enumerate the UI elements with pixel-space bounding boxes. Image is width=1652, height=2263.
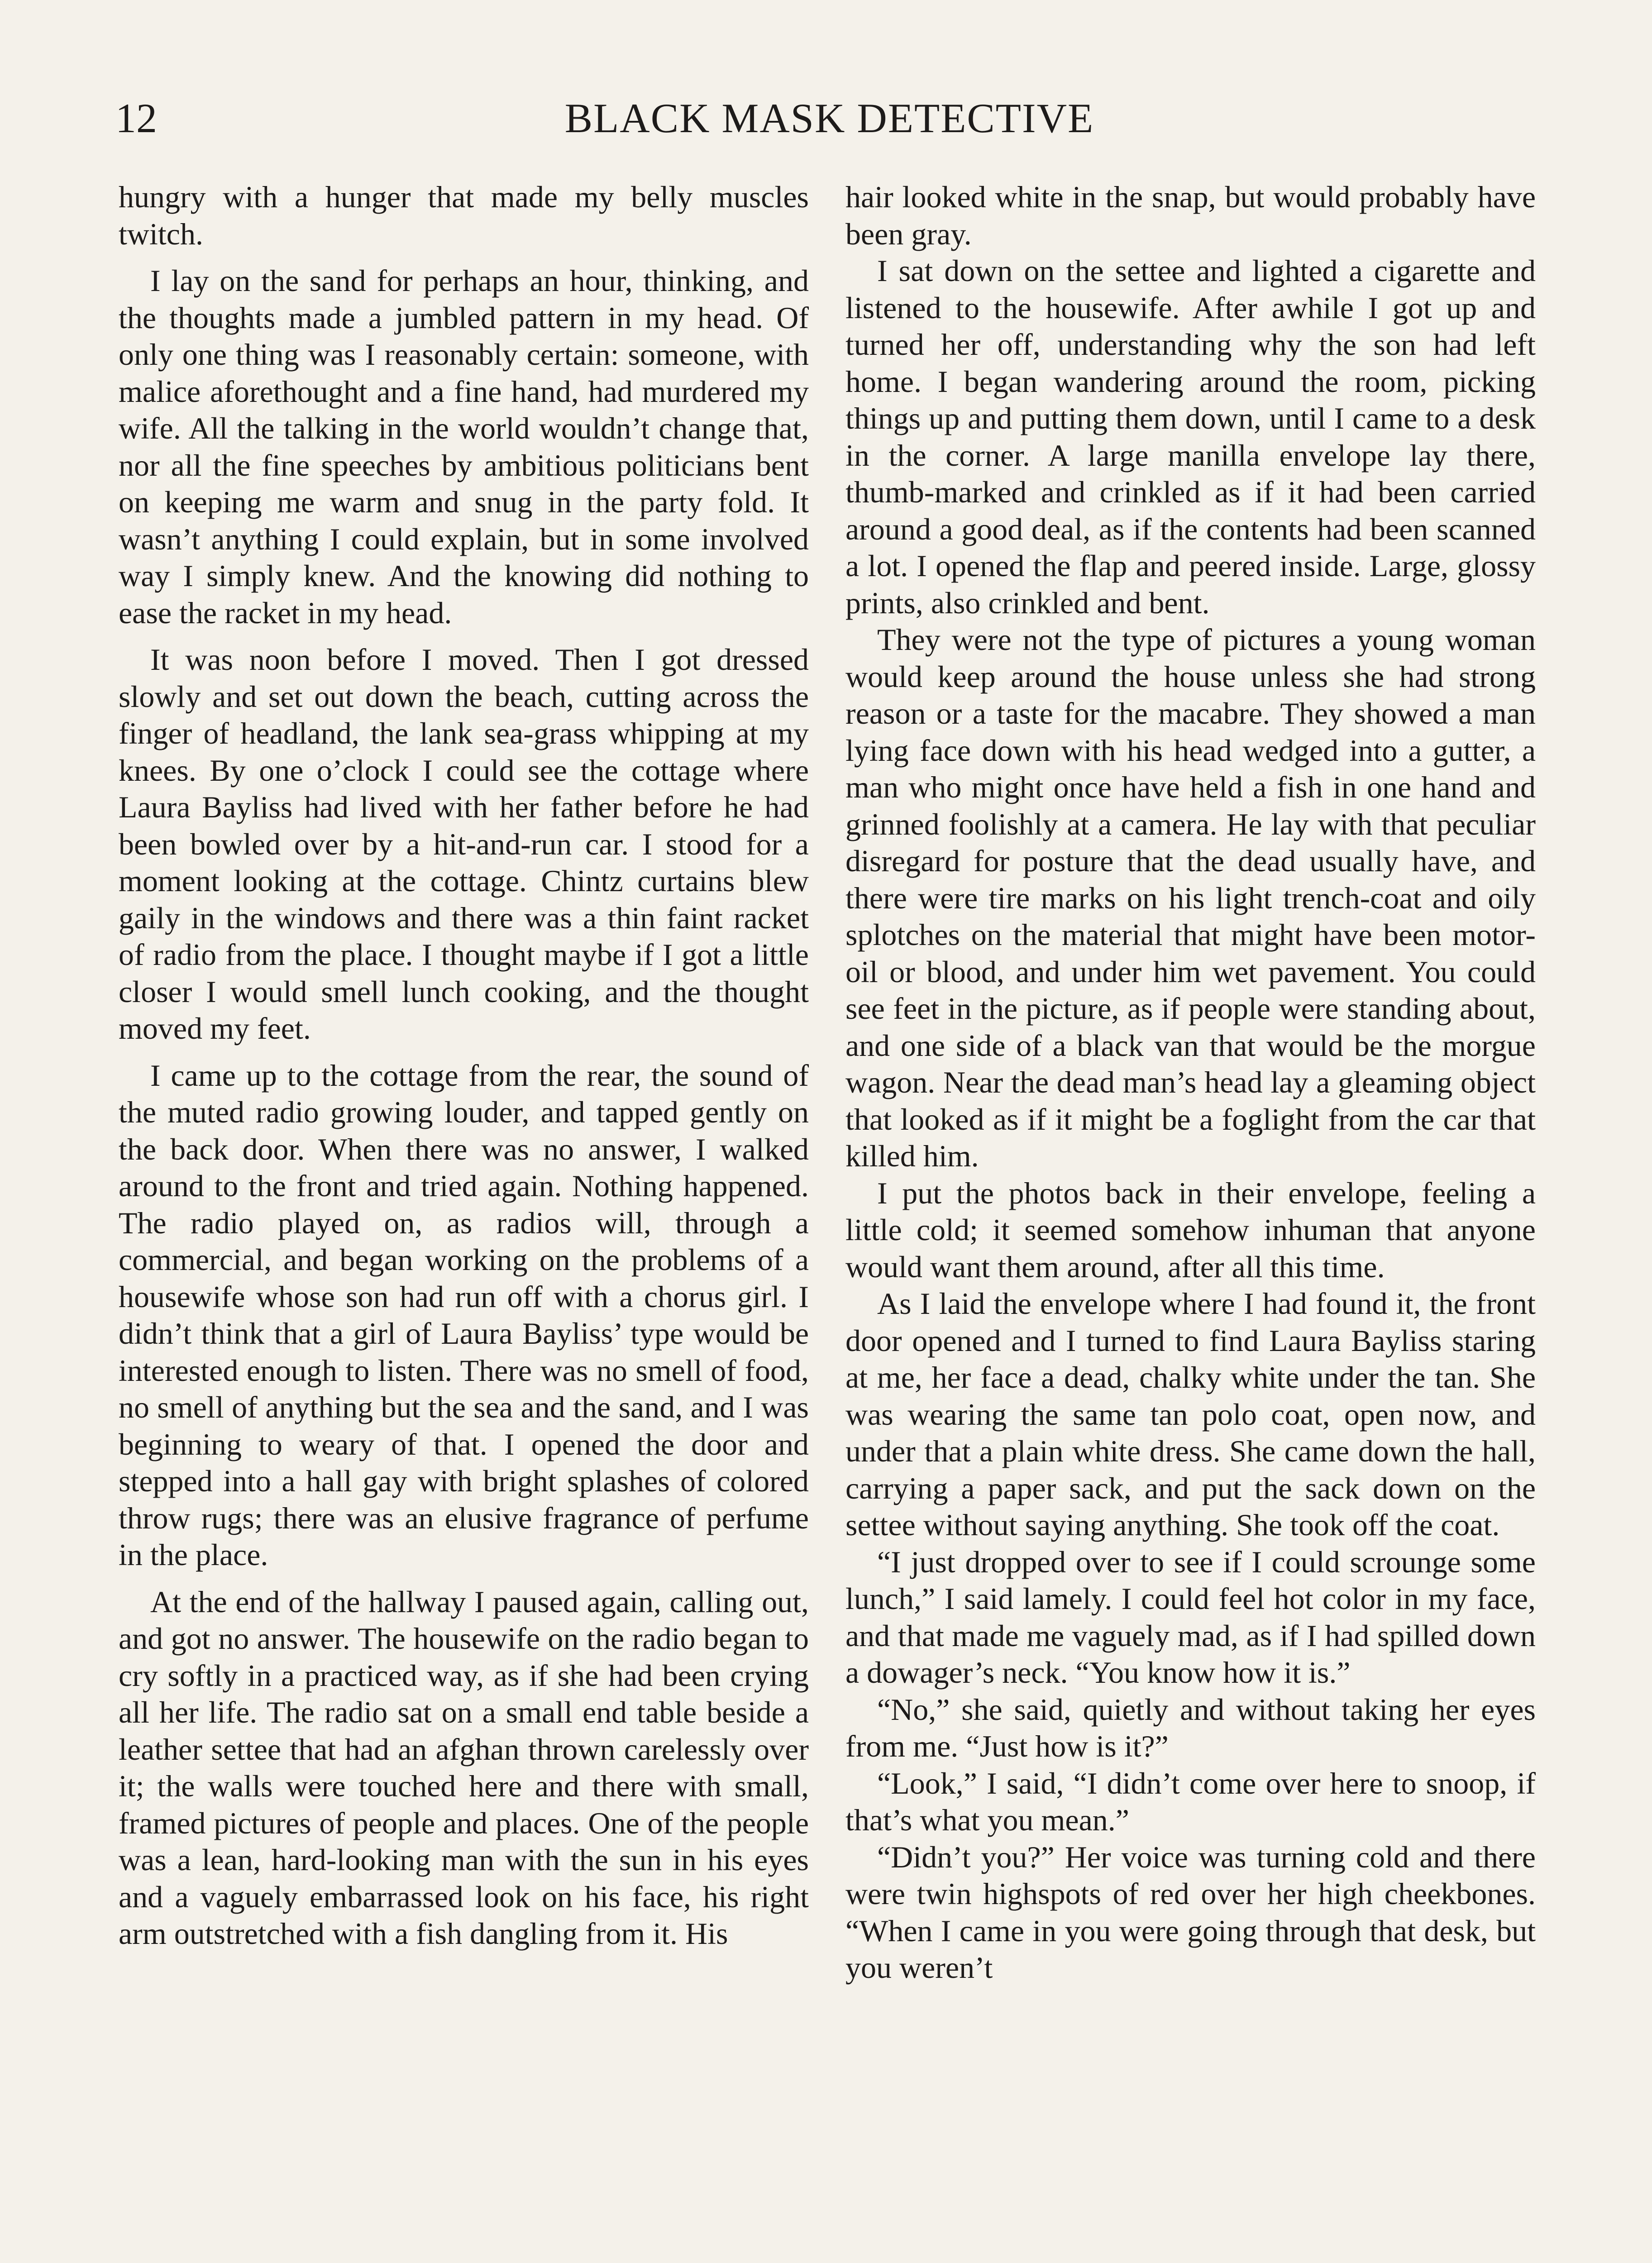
paragraph: They were not the type of pictures a young woman would keep around the house unless she had strong reason or a taste for the macabre. They showed a man lying face down with his head wedged into a gutter, a man who might once have held a fish in one hand and grinned foolishly at a camera. He lay with that peculiar disregard for posture that the dead usually have, and there were tire marks on his light trench-coat and oily splotches on the material that might have been motor-oil or blood, and under him wet pavement. You could see feet in the picture, as if people were standing about, and one side of a black van that would be the morgue wagon. Near the dead man’s head lay a gleaming object that looked as if it might be a foglight from the car that killed him. [845, 622, 1536, 1173]
left-column [119, 179, 809, 1953]
paragraph: hungry with a hunger that made my belly muscles twitch. [119, 180, 809, 251]
paragraph: As I laid the envelope where I had found it, the front door opened and I turned to find Laura Bayliss staring at me, her face a dead, chalky white under the tan. She was wearing the same tan polo coat, open now, and under that a plain white dress. She came down the hall, carrying a paper sack, and put the sack down on the settee without saying anything. She took off the coat. [845, 1286, 1536, 1542]
page-header [115, 94, 1543, 153]
paragraph: I sat down on the settee and lighted a cigarette and listened to the housewife. After awhile I got up and turned her off, understanding why the son had left home. I began wandering around the room, picking things up and putting them down, until I came to a desk in the corner. A large manilla envelope lay there, thumb-marked and crinkled as if it had been carried around a good deal, as if the contents had been scanned a lot. I opened the flap and peered inside. Large, glossy prints, also crinkled and bent. [845, 253, 1536, 620]
paragraph: I put the photos back in their envelope, feeling a little cold; it seemed somehow inhuman that anyone would want them around, after all this time. [845, 1175, 1536, 1284]
paragraph: “No,” she said, quietly and without taking her eyes from me. “Just how is it?” [845, 1692, 1536, 1763]
running-title: BLACK MASK DETECTIVE [564, 95, 1094, 141]
paragraph: “I just dropped over to see if I could scrounge some lunch,” I said lamely. I could feel hot color in my face, and that made me vaguely mad, as if I had spilled down a dowager’s neck. “You know how it is.” [845, 1544, 1536, 1690]
paragraph: It was noon before I moved. Then I got dressed slowly and set out down the beach, cutting across the finger of headland, the lank sea-grass whipping at my knees. By one o’clock I could see the cottage where Laura Bayliss had lived with her father before he had been bowled over by a hit-and-run car. I stood for a moment looking at the cottage. Chintz curtains blew gaily in the windows and there was a thin faint racket of radio from the place. I thought maybe if I got a little closer I would smell lunch cooking, and the thought moved my feet. [119, 642, 809, 1046]
page-number: 12 [115, 95, 157, 141]
paragraph: I came up to the cottage from the rear, the sound of the muted radio growing louder, and tapped gently on the back door. When there was no answer, I walked around to the front and tried again. Nothing happened. The radio played on, as radios will, through a commercial, and began working on the problems of a housewife whose son had run off with a chorus girl. I didn’t think that a girl of Laura Bayliss’ type would be interested enough to listen. There was no smell of food, no smell of anything but the sea and the sand, and I was beginning to weary of that. I opened the door and stepped into a hall gay with bright splashes of colored throw rugs; there was an elusive fragrance of perfume in the place. [119, 1058, 809, 1572]
paragraph: “Look,” I said, “I didn’t come over here to snoop, if that’s what you mean.” [845, 1766, 1536, 1837]
paragraph: hair looked white in the snap, but would probably have been gray. [845, 180, 1536, 251]
paragraph: At the end of the hallway I paused again, calling out, and got no answer. The housewife on the radio began to cry softly in a practiced way, as if she had been crying all her life. The radio sat on a small end table beside a leather settee that had an afghan thrown carelessly over it; the walls were touched here and there with small, framed pictures of people and places. One of the people was a lean, hard-looking man with the sun in his eyes and a vaguely embarrassed look on his face, his right arm outstretched with a fish dangling from it. His [119, 1584, 809, 1951]
paragraph: I lay on the sand for perhaps an hour, thinking, and the thoughts made a jumbled pattern in my head. Of only one thing was I reasonably certain: someone, with malice aforethought and a fine hand, had murdered my wife. All the talking in the world wouldn’t change that, nor all the fine speeches by ambitious politicians bent on keeping me warm and snug in the party fold. It wasn’t anything I could explain, but in some involved way I simply knew. And the knowing did nothing to ease the racket in my head. [119, 263, 809, 630]
paragraph: “Didn’t you?” Her voice was turning cold and there were twin highspots of red over her high cheekbones. “When I came in you were going through that desk, but you weren’t [845, 1839, 1536, 1985]
right-column [845, 179, 1536, 1986]
